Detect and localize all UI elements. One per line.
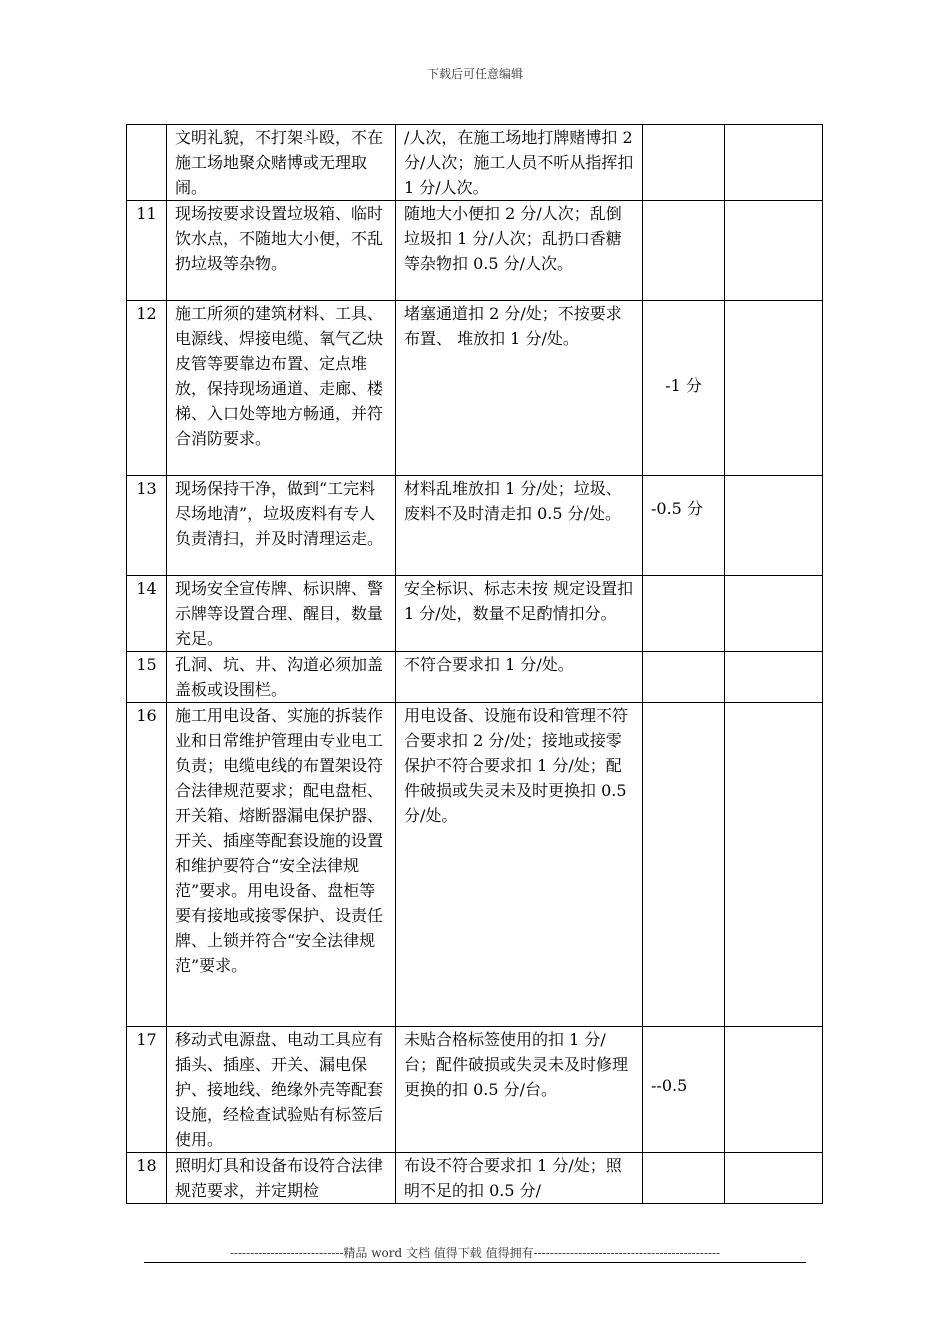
score-cell bbox=[643, 652, 725, 703]
score-cell bbox=[643, 703, 725, 1027]
deduction-cell: 不符合要求扣 1 分/处。 bbox=[396, 652, 643, 703]
row-number: 13 bbox=[127, 476, 167, 576]
requirement-cell: 移动式电源盘、电动工具应有插头、插座、开关、漏电保护、接地线、绝缘外壳等配套设施，经检查试验贴有标签后使用。 bbox=[167, 1027, 396, 1153]
score-cell: --0.5 bbox=[643, 1027, 725, 1153]
page-footer: ----------------------------精品 word 文档 值得下载 值得拥有---------------------------------------------- bbox=[229, 1246, 721, 1260]
deduction-cell: 用电设备、设施布设和管理不符合要求扣 2 分/处；接地或接零保护不符合要求扣 1 分/处；配件破损或失灵未及时更换扣 0.5 分/处。 bbox=[396, 703, 643, 1027]
requirement-cell: 现场保持干净，做到“工完料尽场地清”，垃圾废料有专人负责清扫，并及时清理运走。 bbox=[167, 476, 396, 576]
table-row bbox=[127, 1027, 823, 1153]
row-number: 15 bbox=[127, 652, 167, 703]
requirement-cell: 现场安全宣传牌、标识牌、警示牌等设置合理、醒目，数量充足。 bbox=[167, 576, 396, 652]
requirement-cell: 照明灯具和设备布设符合法律规范要求，并定期检 bbox=[167, 1153, 396, 1204]
row-number: 16 bbox=[127, 703, 167, 1027]
row-number: 11 bbox=[127, 201, 167, 301]
deduction-cell: 材料乱堆放扣 1 分/处；垃圾、废料不及时清走扣 0.5 分/处。 bbox=[396, 476, 643, 576]
score-cell bbox=[643, 1153, 725, 1204]
row-number: 18 bbox=[127, 1153, 167, 1204]
row-number: 14 bbox=[127, 576, 167, 652]
page-header: 下载后可任意编辑 bbox=[426, 67, 523, 81]
score-cell bbox=[643, 125, 725, 201]
deduction-cell: 安全标识、标志未按 规定设置扣 1 分/处，数量不足酌情扣分。 bbox=[396, 576, 643, 652]
row-number: 17 bbox=[127, 1027, 167, 1153]
extra-cell bbox=[725, 703, 823, 1027]
footer-divider bbox=[144, 1262, 806, 1263]
row-number bbox=[127, 125, 167, 201]
requirement-cell: 孔洞、坑、井、沟道必须加盖盖板或设围栏。 bbox=[167, 652, 396, 703]
table-row bbox=[127, 201, 823, 301]
extra-cell bbox=[725, 125, 823, 201]
extra-cell bbox=[725, 1153, 823, 1204]
table-row bbox=[127, 703, 823, 1027]
deduction-cell: 未贴合格标签使用的扣 1 分/台；配件破损或失灵未及时修理更换的扣 0.5 分/台。 bbox=[396, 1027, 643, 1153]
deduction-cell: 堵塞通道扣 2 分/处；不按要求布置、 堆放扣 1 分/处。 bbox=[396, 301, 643, 476]
score-cell: -1 分 bbox=[643, 301, 725, 476]
table-row bbox=[127, 125, 823, 201]
score-cell bbox=[643, 201, 725, 301]
table-row bbox=[127, 652, 823, 703]
extra-cell bbox=[725, 652, 823, 703]
inspection-table bbox=[126, 124, 823, 1204]
extra-cell bbox=[725, 201, 823, 301]
row-number: 12 bbox=[127, 301, 167, 476]
table-row bbox=[127, 301, 823, 476]
requirement-cell: 文明礼貌，不打架斗殴，不在施工场地聚众赌博或无理取闹。 bbox=[167, 125, 396, 201]
extra-cell bbox=[725, 476, 823, 576]
requirement-cell: 现场按要求设置垃圾箱、临时饮水点，不随地大小便，不乱扔垃圾等杂物。 bbox=[167, 201, 396, 301]
extra-cell bbox=[725, 1027, 823, 1153]
score-cell bbox=[643, 576, 725, 652]
table-row bbox=[127, 476, 823, 576]
deduction-cell: 随地大小便扣 2 分/人次；乱倒垃圾扣 1 分/人次；乱扔口香糖等杂物扣 0.5 分/人次。 bbox=[396, 201, 643, 301]
deduction-cell: 布设不符合要求扣 1 分/处；照明不足的扣 0.5 分/ bbox=[396, 1153, 643, 1204]
table-row bbox=[127, 1153, 823, 1204]
requirement-cell: 施工用电设备、实施的拆装作业和日常维护管理由专业电工负责；电缆电线的布置架设符合法律规范要求；配电盘柜、开关箱、熔断器漏电保护器、开关、插座等配套设施的设置和维护要符合“安全法律规范”要求。用电设备、盘柜等要有接地或接零保护、设责任牌、上锁并符合“安全法律规范”要求。 bbox=[167, 703, 396, 1027]
deduction-cell: /人次，在施工场地打牌赌博扣 2 分/人次；施工人员不听从指挥扣 1 分/人次。 bbox=[396, 125, 643, 201]
table-row bbox=[127, 576, 823, 652]
extra-cell bbox=[725, 301, 823, 476]
score-cell: -0.5 分 bbox=[643, 476, 725, 576]
requirement-cell: 施工所须的建筑材料、工具、电源线、焊接电缆、氧气乙炔皮管等要靠边布置、定点堆放，保持现场通道、走廊、楼梯、入口处等地方畅通，并符合消防要求。 bbox=[167, 301, 396, 476]
extra-cell bbox=[725, 576, 823, 652]
